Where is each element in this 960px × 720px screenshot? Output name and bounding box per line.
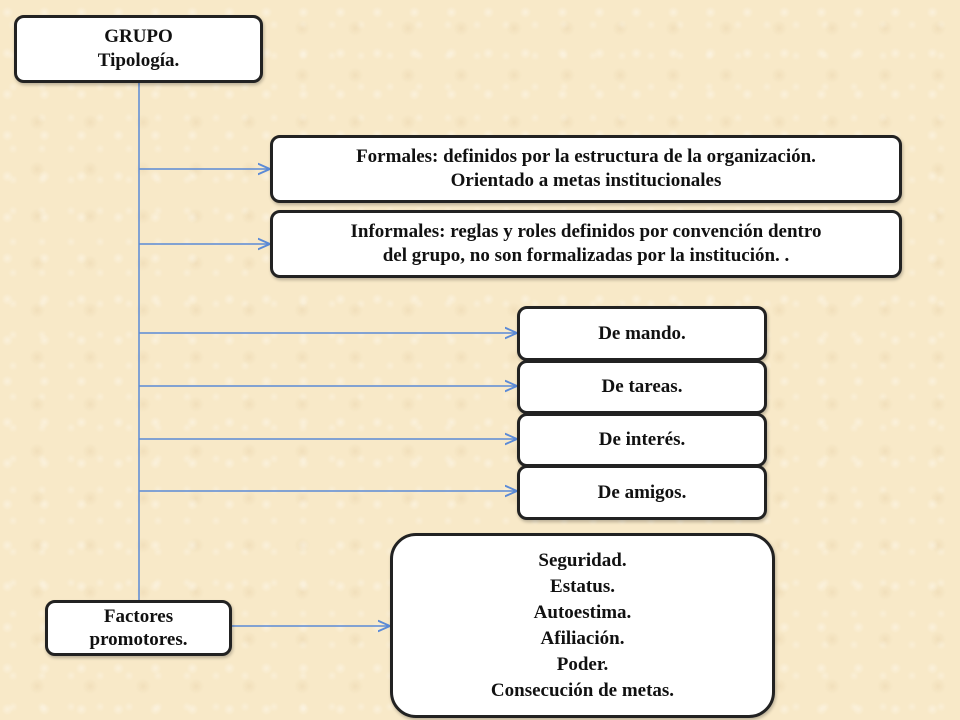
de-mando-label: De mando.	[598, 322, 686, 344]
informales-line-1: Informales: reglas y roles definidos por convención dentro	[350, 221, 822, 242]
de-tareas-box	[517, 360, 767, 414]
factores-line-2: promotores.	[89, 629, 188, 650]
factor-item-poder: Poder.	[556, 653, 609, 675]
informales-line-2: del grupo, no son formalizadas por la institución. .	[382, 245, 790, 266]
de-amigos-box	[517, 465, 767, 520]
formales-line-2: Orientado a metas institucionales	[450, 170, 722, 191]
de-amigos-label: De amigos.	[597, 481, 687, 503]
factor-item-estatus: Estatus.	[550, 575, 615, 597]
de-tareas-label: De tareas.	[601, 376, 683, 397]
factor-item-consecucion: Consecución de metas.	[490, 679, 675, 701]
factores-line-1: Factores	[103, 606, 174, 627]
grupo-tipologia-box	[14, 15, 263, 83]
factor-item-autoestima: Autoestima.	[533, 601, 632, 623]
de-interes-box	[517, 413, 767, 467]
grupo-title: GRUPO	[104, 26, 173, 47]
factores-list-box	[390, 533, 775, 718]
de-interes-label: De interés.	[598, 429, 686, 450]
factor-item-seguridad: Seguridad.	[538, 549, 627, 571]
factores-promotores-box	[45, 600, 232, 656]
formales-box	[270, 135, 902, 203]
informales-box	[270, 210, 902, 278]
de-mando-box	[517, 306, 767, 361]
formales-line-1: Formales: definidos por la estructura de la organización.	[356, 146, 816, 167]
factor-item-afiliacion: Afiliación.	[540, 627, 625, 649]
tipologia-label: Tipología.	[97, 50, 180, 71]
